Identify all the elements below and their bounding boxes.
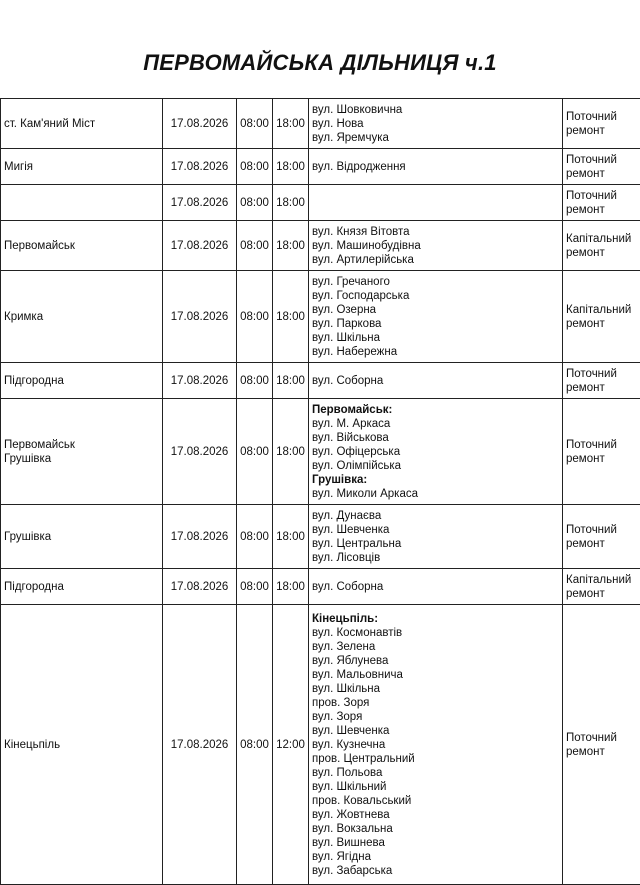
date-cell: 17.08.2026 [163,99,237,149]
street-name: вул. Зелена [312,640,559,654]
start-time-cell: 08:00 [237,99,273,149]
repair-type-cell: Капітальний ремонт [563,569,640,605]
repair-type-cell: Капітальний ремонт [563,221,640,271]
street-name: вул. Зоря [312,710,559,724]
settlement-cell: Підгородна [1,363,163,399]
date-cell: 17.08.2026 [163,185,237,221]
settlement-name: Грушівка [4,453,51,465]
street-name: вул. Шевченка [312,724,559,738]
table-row [1,271,640,363]
table-row [1,149,640,185]
street-group-heading: Первомайськ: [312,403,559,417]
street-name: пров. Центральний [312,752,559,766]
street-name: вул. Соборна [312,374,559,388]
end-time-cell: 18:00 [273,271,309,363]
street-name: вул. Артилерійська [312,253,559,267]
street-group-heading: Грушівка: [312,473,559,487]
streets-cell [309,185,563,221]
streets-cell [309,399,563,505]
streets-cell [309,99,563,149]
repair-type-cell: Поточний ремонт [563,149,640,185]
street-name: вул. Яблунева [312,654,559,668]
end-time-cell: 18:00 [273,505,309,569]
street-name: вул. Шевченка [312,523,559,537]
schedule-table [0,98,640,885]
settlement-cell: Кримка [1,271,163,363]
repair-type-cell: Поточний ремонт [563,185,640,221]
table-row [1,569,640,605]
street-name: вул. Польова [312,766,559,780]
date-cell: 17.08.2026 [163,505,237,569]
street-name: вул. Відродження [312,160,559,174]
start-time-cell: 08:00 [237,399,273,505]
date-cell: 17.08.2026 [163,363,237,399]
street-name: вул. Князя Вітовта [312,225,559,239]
date-cell: 17.08.2026 [163,569,237,605]
street-name: вул. Вокзальна [312,822,559,836]
street-name: вул. Забарська [312,864,559,878]
start-time-cell: 08:00 [237,149,273,185]
date-cell: 17.08.2026 [163,149,237,185]
streets-cell [309,505,563,569]
start-time-cell: 08:00 [237,221,273,271]
date-cell: 17.08.2026 [163,399,237,505]
street-name: вул. Жовтнева [312,808,559,822]
street-name: вул. Космонавтів [312,626,559,640]
street-name: вул. Нова [312,117,559,131]
settlement-cell: Грушівка [1,505,163,569]
streets-cell [309,605,563,885]
repair-type-cell: Поточний ремонт [563,363,640,399]
start-time-cell: 08:00 [237,569,273,605]
streets-cell [309,569,563,605]
street-name: вул. Озерна [312,303,559,317]
street-name: вул. Набережна [312,345,559,359]
settlement-cell: ст. Кам'яний Міст [1,99,163,149]
street-name: вул. Офіцерська [312,445,559,459]
streets-cell [309,221,563,271]
end-time-cell: 18:00 [273,363,309,399]
street-name: вул. Машинобудівна [312,239,559,253]
street-name: вул. Гречаного [312,275,559,289]
settlement-cell [1,185,163,221]
table-row [1,185,640,221]
repair-type-cell: Поточний ремонт [563,605,640,885]
end-time-cell: 18:00 [273,149,309,185]
street-name: пров. Зоря [312,696,559,710]
table-row [1,605,640,885]
streets-cell [309,149,563,185]
table-row [1,221,640,271]
end-time-cell: 18:00 [273,185,309,221]
table-row [1,505,640,569]
settlement-cell: Первомайськ [1,221,163,271]
street-name: вул. Яремчука [312,131,559,145]
start-time-cell: 08:00 [237,605,273,885]
start-time-cell: 08:00 [237,363,273,399]
street-group-heading: Кінецьпіль: [312,612,559,626]
street-name: вул. Вишнева [312,836,559,850]
street-name: вул. Центральна [312,537,559,551]
street-name: вул. Військова [312,431,559,445]
table-row [1,99,640,149]
start-time-cell: 08:00 [237,505,273,569]
street-name: вул. Мальовнича [312,668,559,682]
street-name: вул. Господарська [312,289,559,303]
end-time-cell: 18:00 [273,569,309,605]
repair-type-cell: Поточний ремонт [563,505,640,569]
repair-type-cell: Капітальний ремонт [563,271,640,363]
street-name: вул. Шовковична [312,103,559,117]
street-name: вул. Шкільний [312,780,559,794]
start-time-cell: 08:00 [237,185,273,221]
street-name: вул. Миколи Аркаса [312,487,559,501]
streets-cell [309,271,563,363]
street-name: вул. Шкільна [312,331,559,345]
street-name: вул. Соборна [312,580,559,594]
street-name: вул. Лісовців [312,551,559,565]
end-time-cell: 12:00 [273,605,309,885]
date-cell: 17.08.2026 [163,271,237,363]
settlement-cell [1,399,163,505]
repair-type-cell: Поточний ремонт [563,399,640,505]
page-title: ПЕРВОМАЙСЬКА ДІЛЬНИЦЯ ч.1 [0,50,640,76]
table-row [1,363,640,399]
streets-cell [309,363,563,399]
street-name: вул. М. Аркаса [312,417,559,431]
start-time-cell: 08:00 [237,271,273,363]
end-time-cell: 18:00 [273,399,309,505]
street-name: вул. Олімпійська [312,459,559,473]
end-time-cell: 18:00 [273,99,309,149]
schedule-body [1,99,640,885]
end-time-cell: 18:00 [273,221,309,271]
date-cell: 17.08.2026 [163,221,237,271]
street-name: вул. Паркова [312,317,559,331]
street-name: вул. Ягідна [312,850,559,864]
street-name: вул. Шкільна [312,682,559,696]
settlement-name: Первомайськ [4,439,75,451]
table-row [1,399,640,505]
date-cell: 17.08.2026 [163,605,237,885]
settlement-cell: Кінецьпіль [1,605,163,885]
street-name: вул. Кузнечна [312,738,559,752]
settlement-cell: Підгородна [1,569,163,605]
street-name: вул. Дунаєва [312,509,559,523]
repair-type-cell: Поточний ремонт [563,99,640,149]
settlement-cell: Мигія [1,149,163,185]
street-name: пров. Ковальський [312,794,559,808]
